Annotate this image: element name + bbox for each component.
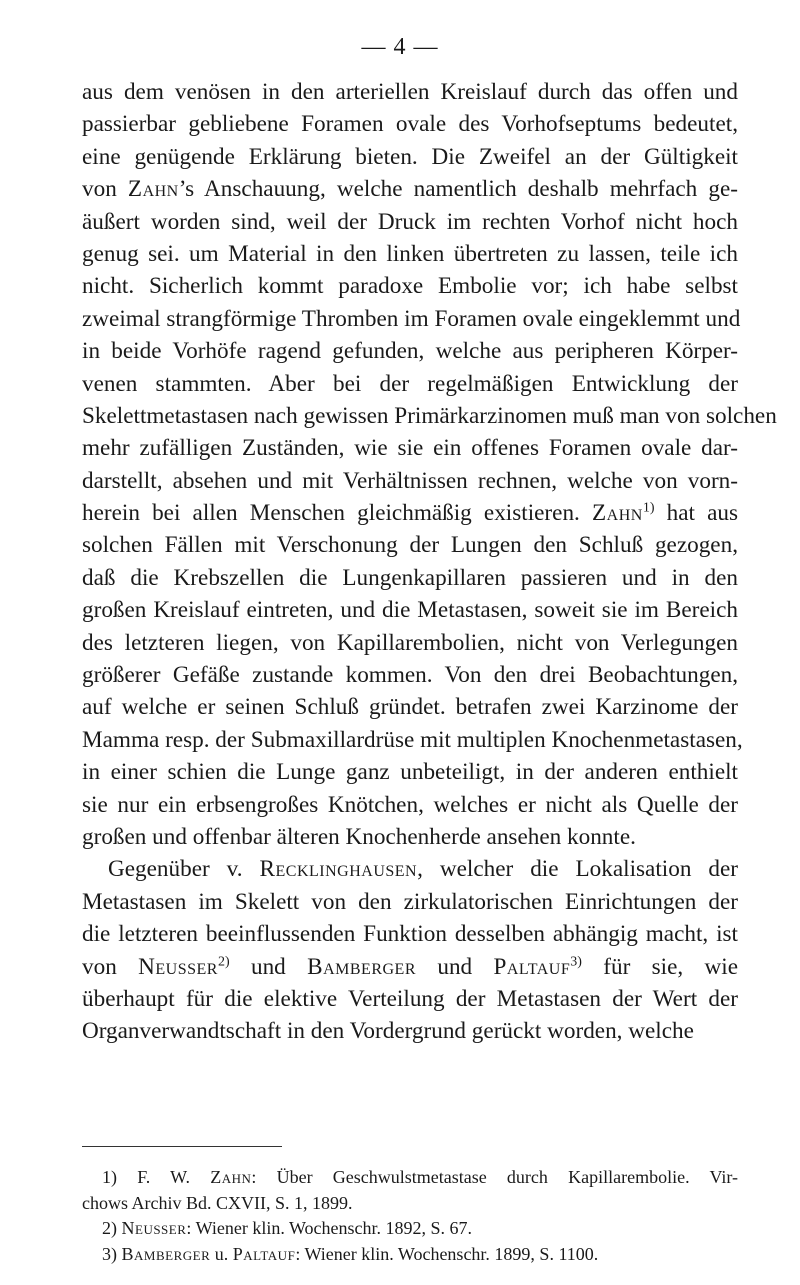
text-line: zweimal strangförmige Thromben im Foramen ovale eingeklemmt und [82,305,741,332]
text-line: passierbar gebliebene Foramen ovale des Vorhofseptums bedeutet, [82,111,738,138]
text-line: größerer Gefäße zustande kommen. Von den drei Beobachtungen, [82,662,738,689]
footnote-ref: 3) [570,953,582,969]
text-line: darstellt, absehen und mit Verhältnissen rechnen, welche von vorn- [82,467,738,494]
author-name-zahn: Zahn [591,500,643,527]
author-name-zahn: Zahn [210,1167,252,1187]
footnote-divider [82,1146,282,1147]
author-name-bamberger: Bamberger [121,1243,211,1264]
footnote-3: 3) Bamberger u. Paltauf: Wiener klin. Wochenschr. 1899, S. 1100. [102,1243,599,1264]
text-fragment: für sie, wie [581,953,739,980]
author-name-neusser: Neusser [138,953,218,980]
text-fragment: herein bei allen Menschen gleichmäßig existieren. [82,500,592,527]
footnotes [82,1165,738,1267]
text-line: aus dem venösen in den arteriellen Kreislauf durch das offen und [82,79,738,105]
text-line: Organverwandtschaft in den Vordergrund gerückt worden, welche [82,1018,694,1045]
text-line: die letzteren beeinflussenden Funktion desselben abhängig macht, ist [82,921,738,948]
author-name-paltauf: Paltauf [493,953,571,980]
footnote-ref: 2) [217,953,230,969]
text-line: sie nur ein erbsengroßes Knötchen, welches er nicht als Quelle der [82,791,738,818]
text-line: äußert worden sind, weil der Druck im rechten Vorhof nicht hoch [82,208,738,235]
text-line [82,951,738,983]
text-fragment: Gegenüber v. [108,856,260,883]
text-line: venen stammten. Aber bei der regelmäßigen Entwicklung der [82,370,738,397]
text-line: Metastasen im Skelett von den zirkulatorischen Einrichtungen der [82,888,738,915]
text-line: daß die Krebszellen die Lungenkapillaren passieren und in den [82,564,738,591]
text-line: in einer schien die Lunge ganz unbeteiligt, in der anderen enthielt [82,759,738,786]
text-line: eine genügende Erklärung bieten. Die Zweifel an der Gültigkeit [82,143,738,170]
footnote-ref: 1) [642,500,655,516]
footnote-1-cont: chows Archiv Bd. CXVII, S. 1, 1899. [82,1192,353,1213]
text-fragment: und [416,953,494,980]
footnote-1: 1) F. W. Zahn: Über Geschwulstmetastase durch Kapillarembolie. Vir- [102,1167,739,1187]
text-line: großen und offenbar älteren Knochenherde ansehen konnte. [82,823,636,850]
text-line [82,173,738,205]
page-number: — 4 — [361,34,439,60]
text-fragment: von [82,176,128,203]
author-name-bamberger: Bamberger [307,953,416,980]
author-name-recklinghausen: Recklinghausen [259,856,418,883]
text-fragment: von [82,953,139,980]
text-line: in beide Vorhöfe ragend gefunden, welche aus peripheren Körper- [82,338,738,365]
author-name-neusser: Neusser [121,1218,187,1238]
text-fragment: hat aus [654,500,738,527]
text-line [82,497,738,529]
text-line: mehr zufälligen Zuständen, wie sie ein offenes Foramen ovale dar- [82,435,738,462]
text-fragment: ’s Anschauung, welche namentlich deshalb mehrfach ge- [178,176,738,203]
author-name-paltauf: Paltauf [232,1243,296,1264]
text-line: nicht. Sicherlich kommt paradoxe Embolie vor; ich habe selbst [82,273,738,300]
text-line: genug sei. um Material in den linken übertreten zu lassen, teile ich [82,240,738,267]
text-fragment: und [229,953,308,980]
text-fragment: , welcher die Lokalisation der [417,856,738,883]
text-line: Skelettmetastasen nach gewissen Primärkarzinomen muß man von solchen [82,402,777,429]
text-line: des letzteren liegen, von Kapillarembolien, nicht von Verlegungen [82,629,738,656]
text-line [82,853,738,885]
text-line: solchen Fällen mit Verschonung der Lungen den Schluß gezogen, [82,532,738,559]
body-text [82,76,777,1048]
text-line: Mamma resp. der Submaxillardrüse mit multiplen Knochenmetastasen, [82,726,743,753]
text-line: überhaupt für die elektive Verteilung der Metastasen der Wert der [82,985,738,1012]
text-line: auf welche er seinen Schluß gründet. betrafen zwei Karzinome der [82,694,738,721]
text-line: großen Kreislauf eintreten, und die Metastasen, soweit sie im Bereich [82,597,738,624]
author-name-zahn: Zahn [127,176,179,203]
footnote-2: 2) Neusser: Wiener klin. Wochenschr. 1892, S. 67. [102,1218,473,1238]
